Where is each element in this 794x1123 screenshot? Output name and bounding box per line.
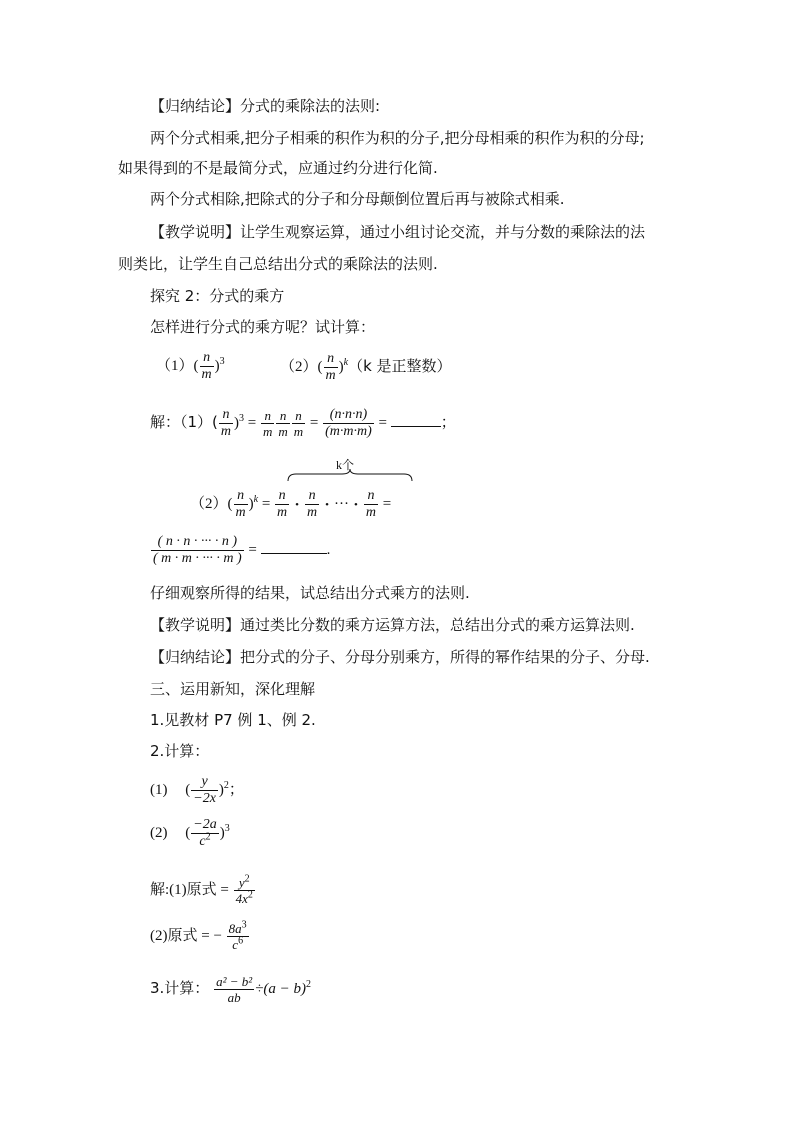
teaching-note-2: 【教学说明】通过类比分数的乘方运算方法，总结出分式的乘方运算法则. xyxy=(150,616,635,634)
fraction-n-over-m: $\frac{n}{m}$ xyxy=(201,350,212,383)
explore-2-title: 探究 2：分式的乘方 xyxy=(150,287,285,305)
answer-2: (2)原式 = − $\frac{8a^3}{c^6}$ xyxy=(150,919,247,953)
section-3-title: 三、运用新知，深化理解 xyxy=(150,680,316,698)
overbrace xyxy=(286,468,414,482)
exercise-1: 1.见教材 P7 例 1、例 2. xyxy=(150,711,316,729)
rule-simplify-text: 如果得到的不是最简分式，应通过约分进行化简. xyxy=(118,159,438,177)
rule-divide-text: 两个分式相除,把除式的分子和分母颠倒位置后再与被除式相乘. xyxy=(150,190,565,208)
summary-heading: 【归纳结论】分式的乘除法的法则: xyxy=(150,97,381,115)
solution-2: （2）( $\frac{n}{m}$ )$^k$ = $\frac{n}{m}$ • $\frac{n}{m}$ • ··· • $\frac{n}{m}$ = xyxy=(190,488,392,521)
answer-blank-1 xyxy=(391,414,441,427)
brace-label: k个 xyxy=(336,458,355,472)
question-1: （1）( $\frac{n}{m}$ )$^3$ xyxy=(156,350,225,383)
calc-1: (1) ( $\frac{y}{-2x}$ )$^2$； xyxy=(150,774,244,807)
answer-1: 解:(1)原式 = $\frac{y^2}{4x^2}$ xyxy=(150,873,253,907)
fraction-n-over-m: $\frac{n}{m}$ xyxy=(325,351,336,384)
solution-2-cont: $\frac{( n \cdot n \cdot \cdot\cdot\cdot \cdot n )}{( m \cdot m \cdot \cdot\cdot\cdot \cdot m )}$ = . xyxy=(153,534,331,567)
calc-2: (2) ( $\frac{-2a}{c^2}$ )$^3$ xyxy=(150,817,230,850)
exercise-3: 3.计算： $\frac{\text{a² − b²}}{ab}$ $\div(a - b)^2$ xyxy=(150,974,311,1006)
exercise-2-title: 2.计算： xyxy=(150,742,210,760)
rule-multiply-text: 两个分式相乘,把分子相乘的积作为积的分子,把分母相乘的积作为积的分母; xyxy=(150,129,645,147)
explore-2-question: 怎样进行分式的乘方呢？试计算： xyxy=(150,318,376,336)
observe-text: 仔细观察所得的结果，试总结出分式乘方的法则. xyxy=(150,584,470,602)
summary-power-rule: 【归纳结论】把分式的分子、分母分别乘方，所得的幂作结果的分子、分母. xyxy=(150,648,650,666)
answer-blank-2 xyxy=(261,541,327,554)
solution-1: 解：（1）( $\frac{n}{m}$ )$^3$ = $\frac{n}{m}$ $\frac{n}{m}$ $\frac{n}{m}$ = $\frac{(n\cdot n\cdot n)}{(m\cdot m\cdot m)}$ = ； xyxy=(150,407,456,440)
question-2: （2）( $\frac{n}{m}$ )$^k$（k 是正整数） xyxy=(280,351,452,384)
teaching-note-1: 【教学说明】让学生观察运算，通过小组讨论交流，并与分数的乘除法的法 xyxy=(150,223,646,241)
teaching-note-1-cont: 则类比，让学生自己总结出分式的乘除法的法则. xyxy=(118,255,438,273)
